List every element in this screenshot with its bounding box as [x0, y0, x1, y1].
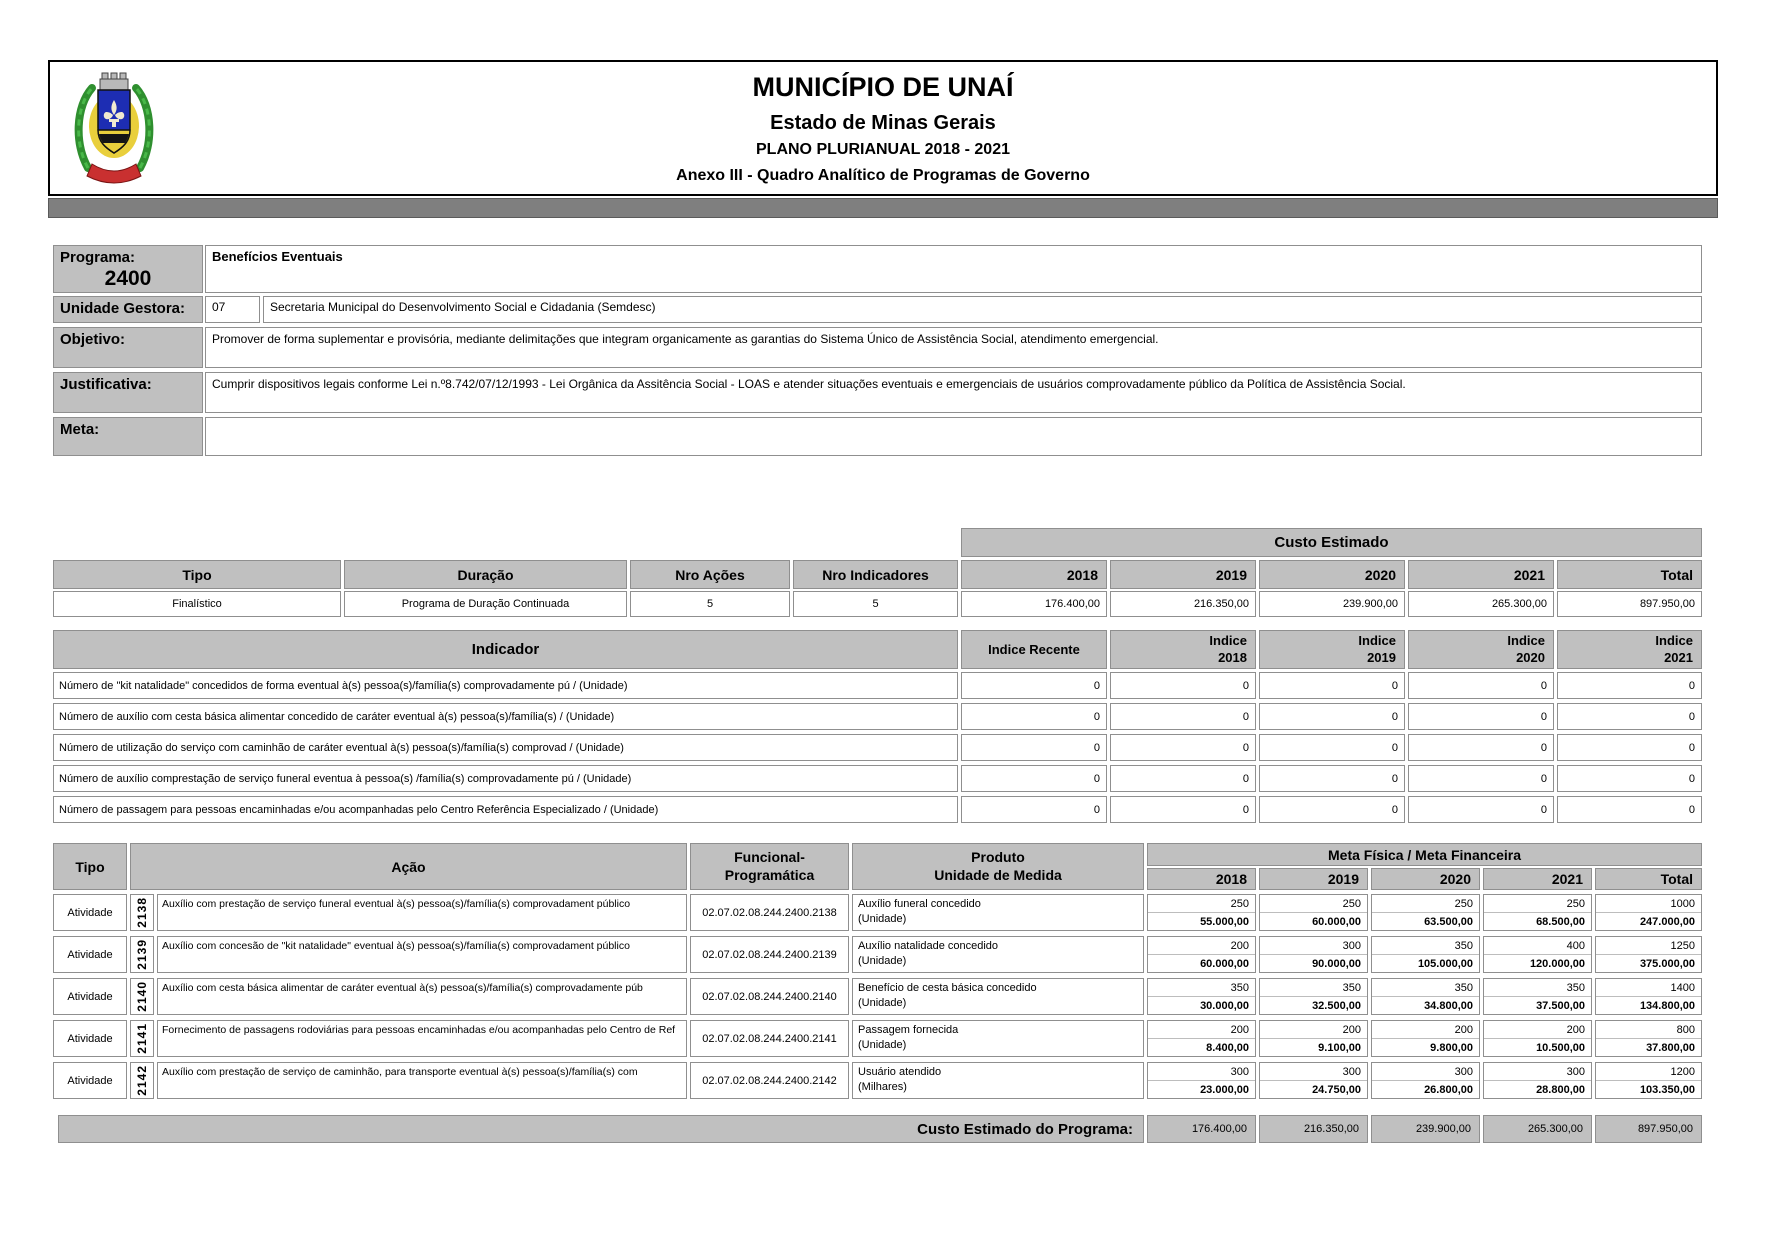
- value-tipo: Finalístico: [53, 591, 341, 617]
- meta-fisica: 1000: [1596, 895, 1701, 913]
- col-nro-indicadores: Nro Indicadores: [793, 560, 958, 589]
- meta-cell-2019: [1259, 1062, 1368, 1099]
- report-header: [48, 60, 1718, 196]
- meta-financeira: 32.500,00: [1312, 999, 1361, 1012]
- col-year-2021: 2021: [1408, 560, 1554, 589]
- program-number: 2400: [104, 267, 152, 290]
- action-produto: [852, 978, 1144, 1015]
- indicator-value: 0: [1259, 703, 1405, 730]
- action-funcional: 02.07.02.08.244.2400.2141: [690, 1020, 849, 1057]
- meta-fisica: 350: [1372, 979, 1479, 997]
- action-name: Auxílio com cesta básica alimentar de caráter eventual à(s) pessoa(s)/família(s) comprovadamente púb: [157, 978, 687, 1015]
- meta-financeira: 90.000,00: [1312, 957, 1361, 970]
- action-tipo: Atividade: [53, 1062, 127, 1099]
- meta-fisica: 350: [1484, 979, 1591, 997]
- program-cost-2019: 216.350,00: [1259, 1115, 1368, 1143]
- meta-financeira: 60.000,00: [1312, 915, 1361, 928]
- unidade-text: (Unidade): [858, 1039, 907, 1052]
- col-tipo: Tipo: [53, 560, 341, 589]
- col-nro-acoes: Nro Ações: [630, 560, 790, 589]
- meta-financeira: 24.750,00: [1312, 1083, 1361, 1096]
- col-year-2020: 2020: [1259, 560, 1405, 589]
- meta-fisica: 300: [1260, 937, 1367, 955]
- action-name: Auxílio com concesão de "kit natalidade" eventual à(s) pessoa(s)/família(s) comprovadament público: [157, 936, 687, 973]
- action-name: Fornecimento de passagens rodoviárias para pessoas encaminhadas e/ou acompanhadas pelo Centro de Ref: [157, 1020, 687, 1057]
- justification-label: Justificativa:: [53, 372, 203, 413]
- meta-fisica: 250: [1372, 895, 1479, 913]
- meta-cell-2019: [1259, 894, 1368, 931]
- state-subtitle: Estado de Minas Gerais: [770, 112, 996, 134]
- meta-fisica: 200: [1372, 1021, 1479, 1039]
- actions-col-produto: [852, 843, 1144, 890]
- meta-cell-2020: [1371, 894, 1480, 931]
- meta-financeira: 247.000,00: [1639, 915, 1695, 928]
- meta-cell-total: [1595, 936, 1702, 973]
- meta-col-2018: 2018: [1147, 868, 1256, 890]
- meta-financeira: 37.800,00: [1646, 1041, 1695, 1054]
- meta-label: Meta:: [53, 417, 203, 456]
- action-tipo: Atividade: [53, 936, 127, 973]
- action-produto: [852, 1062, 1144, 1099]
- value-duracao: Programa de Duração Continuada: [344, 591, 627, 617]
- indicator-row-name: Número de utilização do serviço com caminhão de caráter eventual à(s) pessoa(s)/família(s) comprovad / (Unidade): [53, 734, 958, 761]
- meta-financeira: 10.500,00: [1536, 1041, 1585, 1054]
- indicator-col-2020: [1408, 630, 1554, 669]
- meta-cell-2021: [1483, 1062, 1592, 1099]
- indicator-col-2021: [1557, 630, 1702, 669]
- meta-cell-total: [1595, 1062, 1702, 1099]
- meta-financeira: 103.350,00: [1639, 1083, 1695, 1096]
- meta-fisica: 1250: [1596, 937, 1701, 955]
- action-name: Auxílio com prestação de serviço funeral eventual à(s) pessoa(s)/família(s) comprovadament público: [157, 894, 687, 931]
- indicator-value: 0: [1110, 672, 1256, 699]
- meta-financeira: 26.800,00: [1424, 1083, 1473, 1096]
- meta-financeira: 105.000,00: [1417, 957, 1473, 970]
- meta-financeira: 23.000,00: [1200, 1083, 1249, 1096]
- meta-financeira: 28.800,00: [1536, 1083, 1585, 1096]
- indicator-recent: 0: [961, 765, 1107, 792]
- meta-cell-total: [1595, 978, 1702, 1015]
- indicator-value: 0: [1110, 765, 1256, 792]
- produto-line1: Produto: [971, 849, 1025, 865]
- meta-financeira: 120.000,00: [1529, 957, 1585, 970]
- meta-col-total: Total: [1595, 868, 1702, 890]
- meta-col-2020: 2020: [1371, 868, 1480, 890]
- produto-text: Auxílio funeral concedido: [858, 898, 981, 910]
- indicator-value: 0: [1259, 765, 1405, 792]
- meta-fisica: 200: [1148, 1021, 1255, 1039]
- action-funcional: 02.07.02.08.244.2400.2138: [690, 894, 849, 931]
- meta-col-2019: 2019: [1259, 868, 1368, 890]
- cost-2021: 265.300,00: [1408, 591, 1554, 617]
- indicator-recent: 0: [961, 703, 1107, 730]
- actions-col-acao: Ação: [130, 843, 687, 890]
- action-name: Auxílio com prestação de serviço de caminhão, para transporte eventual à(s) pessoa(s)/família(s) com: [157, 1062, 687, 1099]
- indice-word: Indice: [1358, 633, 1396, 649]
- produto-text: Benefício de cesta básica concedido: [858, 982, 1037, 994]
- action-code: [130, 1062, 154, 1099]
- produto-text: Usuário atendido: [858, 1066, 942, 1078]
- meta-fisica: 300: [1372, 1063, 1479, 1081]
- col-duracao: Duração: [344, 560, 627, 589]
- meta-cell-2018: [1147, 936, 1256, 973]
- meta-fisica: 300: [1484, 1063, 1591, 1081]
- program-cost-2018: 176.400,00: [1147, 1115, 1256, 1143]
- meta-financeira: 34.800,00: [1424, 999, 1473, 1012]
- meta-cell-2019: [1259, 936, 1368, 973]
- indicator-col-2019: [1259, 630, 1405, 669]
- action-produto: [852, 1020, 1144, 1057]
- meta-financeira: 9.800,00: [1430, 1041, 1473, 1054]
- indicator-value: 0: [1110, 796, 1256, 823]
- meta-financeira: 9.100,00: [1318, 1041, 1361, 1054]
- meta-fisica: 800: [1596, 1021, 1701, 1039]
- indicator-value: 0: [1110, 734, 1256, 761]
- cost-total: 897.950,00: [1557, 591, 1702, 617]
- actions-col-funcional: [690, 843, 849, 890]
- meta-fisica: 300: [1148, 1063, 1255, 1081]
- action-code: [130, 894, 154, 931]
- meta-financeira: 60.000,00: [1200, 957, 1249, 970]
- funcional-line2: Programática: [724, 866, 815, 883]
- meta-cell-2021: [1483, 936, 1592, 973]
- indicator-value: 0: [1408, 672, 1554, 699]
- program-label-box: [53, 245, 203, 293]
- program-cost-footer-label: Custo Estimado do Programa:: [58, 1115, 1144, 1143]
- unidade-text: (Unidade): [858, 997, 907, 1010]
- program-label: Programa:: [60, 249, 136, 266]
- indicator-value: 0: [1408, 796, 1554, 823]
- produto-text: Passagem fornecida: [858, 1024, 959, 1036]
- meta-financeira: 8.400,00: [1206, 1041, 1249, 1054]
- program-name-box: Benefícios Eventuais: [205, 245, 1702, 293]
- action-code-text: 2140: [135, 981, 149, 1012]
- meta-fisica: 300: [1260, 1063, 1367, 1081]
- meta-financeira: 375.000,00: [1639, 957, 1695, 970]
- meta-cell-2020: [1371, 936, 1480, 973]
- action-code: [130, 978, 154, 1015]
- meta-fisica: 350: [1372, 937, 1479, 955]
- indicator-value: 0: [1557, 796, 1702, 823]
- meta-fisica: 200: [1148, 937, 1255, 955]
- produto-text: Auxílio natalidade concedido: [858, 940, 999, 952]
- meta-cell-2020: [1371, 978, 1480, 1015]
- action-code-text: 2141: [135, 1023, 149, 1054]
- objective-label: Objetivo:: [53, 327, 203, 368]
- unidade-text: (Milhares): [858, 1081, 907, 1094]
- action-funcional: 02.07.02.08.244.2400.2139: [690, 936, 849, 973]
- action-produto: [852, 894, 1144, 931]
- meta-fisica: 1400: [1596, 979, 1701, 997]
- indicator-value: 0: [1110, 703, 1256, 730]
- indicator-value: 0: [1408, 734, 1554, 761]
- action-code: [130, 1020, 154, 1057]
- indicator-value: 0: [1557, 765, 1702, 792]
- produto-line2: Unidade de Medida: [934, 866, 1062, 883]
- indicator-value: 0: [1259, 796, 1405, 823]
- indicators-title: Indicador: [53, 630, 958, 669]
- indicator-value: 0: [1259, 734, 1405, 761]
- indice-year: 2018: [1218, 649, 1247, 665]
- meta-fisica: 200: [1484, 1021, 1591, 1039]
- meta-fisica: 250: [1148, 895, 1255, 913]
- indicator-col-2018: [1110, 630, 1256, 669]
- col-year-2018: 2018: [961, 560, 1107, 589]
- plan-title: PLANO PLURIANUAL 2018 - 2021: [756, 141, 1010, 158]
- program-cost-total: 897.950,00: [1595, 1115, 1702, 1143]
- action-code-text: 2139: [135, 939, 149, 970]
- unidade-text: (Unidade): [858, 955, 907, 968]
- meta-col-2021: 2021: [1483, 868, 1592, 890]
- indicator-value: 0: [1408, 765, 1554, 792]
- unidade-text: (Unidade): [858, 913, 907, 926]
- header-divider-bar: [48, 198, 1718, 218]
- value-nro-acoes: 5: [630, 591, 790, 617]
- meta-financeira: 37.500,00: [1536, 999, 1585, 1012]
- municipality-title: MUNICÍPIO DE UNAÍ: [752, 72, 1014, 102]
- meta-fisica: 350: [1260, 979, 1367, 997]
- indicator-value: 0: [1557, 734, 1702, 761]
- meta-cell-2021: [1483, 1020, 1592, 1057]
- cost-2020: 239.900,00: [1259, 591, 1405, 617]
- meta-fisica: 250: [1260, 895, 1367, 913]
- indicator-value: 0: [1557, 703, 1702, 730]
- indicator-value: 0: [1557, 672, 1702, 699]
- cost-2019: 216.350,00: [1110, 591, 1256, 617]
- action-produto: [852, 936, 1144, 973]
- funcional-line1: Funcional-: [734, 849, 805, 865]
- indice-year: 2020: [1516, 649, 1545, 665]
- indicator-row-name: Número de auxílio com cesta básica alimentar concedido de caráter eventual à(s) pessoa(s)/família(s) / (Unidade): [53, 703, 958, 730]
- col-total: Total: [1557, 560, 1702, 589]
- unit-name: Secretaria Municipal do Desenvolvimento Social e Cidadania (Semdesc): [263, 296, 1702, 323]
- objective-text: Promover de forma suplementar e provisória, mediante delimitações que integram organicamente as garantias do Sistema Único de Assistência Social, atendimento emergencial.: [205, 327, 1702, 368]
- indicator-row-name: Número de auxílio comprestação de serviço funeral eventua à pessoa(s) /família(s) comprovadamente pú / (Unidade): [53, 765, 958, 792]
- meta-cell-2021: [1483, 978, 1592, 1015]
- indice-word: Indice: [1507, 633, 1545, 649]
- action-code-text: 2138: [135, 897, 149, 928]
- action-code-text: 2142: [135, 1065, 149, 1096]
- unit-label: Unidade Gestora:: [53, 296, 203, 323]
- justification-text: Cumprir dispositivos legais conforme Lei n.º8.742/07/12/1993 - Lei Orgânica da Assitência Social - LOAS e atender situações eventuais e emergenciais de usuários comprovadamente público da Política de Assistência Social.: [205, 372, 1702, 413]
- indicator-recent: 0: [961, 734, 1107, 761]
- meta-cell-2019: [1259, 978, 1368, 1015]
- meta-cell-2018: [1147, 894, 1256, 931]
- meta-cell-2019: [1259, 1020, 1368, 1057]
- indicator-recent: 0: [961, 672, 1107, 699]
- indicator-row-name: Número de "kit natalidade" concedidos de forma eventual à(s) pessoa(s)/família(s) comprovadamente pú / (Unidade): [53, 672, 958, 699]
- unit-code: 07: [205, 296, 260, 323]
- meta-fisica: 1200: [1596, 1063, 1701, 1081]
- meta-cell-2018: [1147, 1020, 1256, 1057]
- meta-fisica: 350: [1148, 979, 1255, 997]
- indice-word: Indice: [1655, 633, 1693, 649]
- action-tipo: Atividade: [53, 894, 127, 931]
- action-code: [130, 936, 154, 973]
- meta-cell-total: [1595, 894, 1702, 931]
- action-funcional: 02.07.02.08.244.2400.2142: [690, 1062, 849, 1099]
- indicator-col-recent: Indice Recente: [961, 630, 1107, 669]
- indicator-value: 0: [1259, 672, 1405, 699]
- indice-year: 2019: [1367, 649, 1396, 665]
- cost-2018: 176.400,00: [961, 591, 1107, 617]
- meta-financeira: 55.000,00: [1200, 915, 1249, 928]
- action-tipo: Atividade: [53, 978, 127, 1015]
- actions-col-tipo: Tipo: [53, 843, 127, 890]
- meta-financeira: 30.000,00: [1200, 999, 1249, 1012]
- meta-fisica: 400: [1484, 937, 1591, 955]
- indicator-row-name: Número de passagem para pessoas encaminhadas e/ou acompanhadas pelo Centro Referência Especializado / (Unidade): [53, 796, 958, 823]
- meta-financeira: 63.500,00: [1424, 915, 1473, 928]
- value-nro-indicadores: 5: [793, 591, 958, 617]
- cost-summary-title: Custo Estimado: [961, 528, 1702, 557]
- meta-financeira: 134.800,00: [1639, 999, 1695, 1012]
- action-tipo: Atividade: [53, 1020, 127, 1057]
- meta-cell-2020: [1371, 1020, 1480, 1057]
- meta-cell-2021: [1483, 894, 1592, 931]
- meta-fisica-financeira-header: Meta Física / Meta Financeira: [1147, 843, 1702, 866]
- meta-fisica: 250: [1484, 895, 1591, 913]
- meta-text: [205, 417, 1702, 456]
- col-year-2019: 2019: [1110, 560, 1256, 589]
- indice-word: Indice: [1209, 633, 1247, 649]
- meta-cell-total: [1595, 1020, 1702, 1057]
- meta-cell-2018: [1147, 1062, 1256, 1099]
- meta-cell-2020: [1371, 1062, 1480, 1099]
- indice-year: 2021: [1664, 649, 1693, 665]
- indicator-recent: 0: [961, 796, 1107, 823]
- annex-title: Anexo III - Quadro Analítico de Programas de Governo: [676, 167, 1090, 184]
- indicator-value: 0: [1408, 703, 1554, 730]
- action-funcional: 02.07.02.08.244.2400.2140: [690, 978, 849, 1015]
- program-cost-2021: 265.300,00: [1483, 1115, 1592, 1143]
- program-cost-2020: 239.900,00: [1371, 1115, 1480, 1143]
- meta-fisica: 200: [1260, 1021, 1367, 1039]
- meta-cell-2018: [1147, 978, 1256, 1015]
- meta-financeira: 68.500,00: [1536, 915, 1585, 928]
